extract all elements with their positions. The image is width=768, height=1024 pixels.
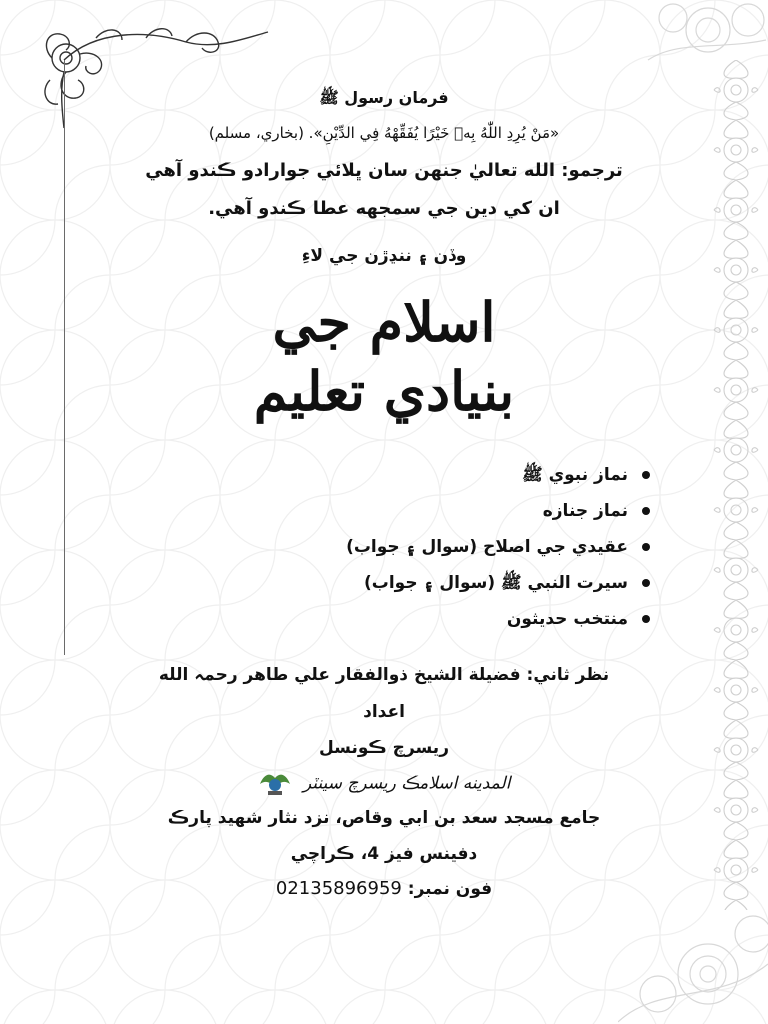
- bullet-dot-icon: [642, 543, 650, 551]
- subtitle: وڏن ۽ ننڍڙن جي لاءِ: [301, 246, 467, 266]
- list-item: [230, 601, 650, 637]
- hadith-arabic-text: «مَنْ يُرِدِ اللّٰهُ بِهٖ خَيْرًا يُفَقِّهْهُ فِي الدِّيْنِ». (بخاري، مسلم): [208, 124, 560, 142]
- bullet-dot-icon: [642, 507, 650, 515]
- page-heading: فرمان رسول ﷺ: [319, 88, 449, 107]
- center-logo: [0, 770, 768, 798]
- center-emblem-icon: [258, 770, 292, 798]
- review-credit: نظر ثاني: فضيلة الشيخ ذوالفقار علي طاهر رحمہ الله: [158, 665, 610, 685]
- address-line-1: جامع مسجد سعد بن ابي وقاص، نزد نثار شهيد پارڪ: [167, 808, 601, 828]
- prepared-by-label: اعداد: [363, 702, 405, 722]
- book-title-line-1: اسلام جي: [272, 290, 496, 354]
- bullet-dot-icon: [642, 615, 650, 623]
- topic-label: عقيدي جي اصلاح (سوال ۽ جواب): [346, 537, 628, 557]
- list-item: [230, 457, 650, 493]
- bullet-dot-icon: [642, 579, 650, 587]
- topic-label: سيرت النبي ﷺ (سوال ۽ جواب): [363, 573, 628, 593]
- phone-number: 02135896959: [275, 878, 402, 899]
- topic-label: نماز جنازه: [542, 501, 628, 521]
- list-item: [230, 493, 650, 529]
- council-name: ريسرچ ڪونسل: [319, 738, 449, 758]
- list-item: [230, 565, 650, 601]
- topics-list: [230, 457, 650, 637]
- topic-label: نماز نبوي ﷺ: [522, 465, 628, 485]
- translation-line-1: ترجمو: الله تعاليٰ جنهن سان ڀلائي جوارادو ڪندو آهي: [145, 160, 623, 181]
- translation-line-2: ان کي دين جي سمجهه عطا ڪندو آهي.: [208, 198, 560, 219]
- phone-line: [0, 878, 768, 899]
- list-item: [230, 529, 650, 565]
- book-title-line-2: بنيادي تعليم: [253, 359, 515, 423]
- topic-label: منتخب حديثون: [506, 609, 628, 629]
- bullet-dot-icon: [642, 471, 650, 479]
- center-logo-text: المدينه اسلامڪ ريسرچ سينٽر: [302, 773, 511, 794]
- address-line-2: دفينس فيز 4، ڪراچي: [290, 844, 478, 864]
- phone-label: فون نمبر:: [407, 879, 493, 899]
